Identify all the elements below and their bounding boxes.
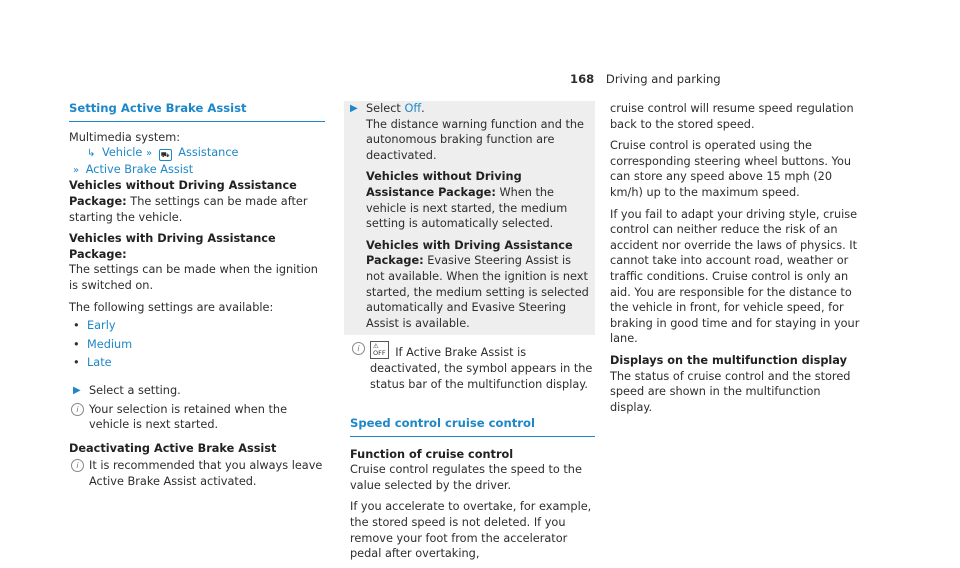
page-header <box>570 72 721 88</box>
intro-text: Multimedia system: <box>69 130 181 144</box>
step-arrow-icon: ▶ <box>73 384 81 396</box>
page-number: 168 <box>570 72 595 86</box>
double-chevron-icon: » <box>73 164 80 176</box>
menu-path-line-2 <box>69 162 325 179</box>
option-off[interactable]: Off <box>404 102 422 115</box>
column-2 <box>350 101 595 568</box>
select-suffix: . <box>421 102 425 115</box>
box-without-dap <box>366 169 589 231</box>
section-title-speed-control: Speed control cruise control <box>350 416 595 437</box>
heading-displays: Displays on the multifunction display <box>610 353 847 367</box>
menu-link-vehicle[interactable]: Vehicle <box>101 146 143 160</box>
box-text: The distance warning function and the autonomous braking function are deactivated. <box>366 117 585 162</box>
paragraph-operated: Cruise control is operated using the corresponding steering wheel buttons. You can store any speed above 15 mph (20 km/h) up to the maximum speed. <box>610 139 852 199</box>
option-medium[interactable]: • Medium <box>69 337 325 353</box>
step-text: Select a setting. <box>89 383 181 397</box>
info-icon: i <box>71 459 84 472</box>
box-with-dap <box>366 238 589 332</box>
following-text: The following settings are available: <box>69 300 274 314</box>
section-title-setting-abs: Setting Active Brake Assist <box>69 101 325 122</box>
label-without-dap: Vehicles without Driving Assistance Package: <box>366 170 522 199</box>
note-text: Your selection is retained when the vehicle is next started. <box>89 402 288 432</box>
option-early[interactable]: • Early <box>69 318 325 334</box>
note-text: It is recommended that you always leave Active Brake Assist activated. <box>89 459 323 488</box>
select-off-line <box>366 101 589 117</box>
paragraph-displays: The status of cruise control and the stored speed are shown in the multifunction display. <box>610 369 851 414</box>
label-with-dap: Vehicles with Driving Assistance Package: <box>366 238 573 268</box>
note-deactivated-symbol <box>350 341 595 392</box>
paragraph-with-dap <box>69 231 325 293</box>
text-with-dap: The settings can be made when the ignition is switched on. <box>69 263 318 292</box>
paragraph-resume: cruise control will resume speed regulation back to the stored speed. <box>610 102 854 131</box>
step-select-setting <box>69 383 325 399</box>
menu-link-assistance[interactable]: Assistance <box>178 146 239 160</box>
instruction-box <box>344 101 595 335</box>
note-text: If Active Brake Assist is deactivated, the symbol appears in the status bar of the multifunction display. <box>370 346 593 391</box>
paragraph-without-dap <box>69 178 325 225</box>
label-without-dap: Vehicles without Driving Assistance Package: <box>69 179 297 208</box>
step-arrow-icon: ▶ <box>350 103 358 114</box>
option-late[interactable]: • Late <box>69 355 325 371</box>
label-with-dap: Vehicles with Driving Assistance Package: <box>69 232 276 261</box>
text-without-dap: When the vehicle is next started, the medium setting is automatically selected. <box>366 185 568 231</box>
info-icon: i <box>71 403 84 416</box>
settings-list <box>69 318 325 371</box>
heading-function: Function of cruise control <box>350 447 514 461</box>
column-3 <box>610 101 862 421</box>
paragraph-warning: If you fail to adapt your driving style, cruise control can neither reduce the risk of an accident nor override the laws of physics. It cannot take into account road, weather or traffic conditions. Cruise control is only an aid. You are responsible for the distance to the vehicle in front, for vehicle speed, for braking in good time and for staying in your lane. <box>610 207 860 346</box>
text-without-dap: The settings can be made after starting the vehicle. <box>69 194 308 224</box>
note-recommended <box>69 458 325 489</box>
abs-off-symbol-icon: ⚠ OFF <box>370 341 389 359</box>
section-name: Driving and parking <box>605 72 721 86</box>
assistance-icon: ⛟ <box>159 149 172 161</box>
column-1 <box>69 101 325 497</box>
heading-deactivating: Deactivating Active Brake Assist <box>69 441 277 455</box>
accelerate-text: If you accelerate to overtake, for example, the stored speed is not deleted. If you remove your foot from the accelerator pedal after overtaking, <box>350 500 592 561</box>
function-text: Cruise control regulates the speed to the value selected by the driver. <box>350 463 582 492</box>
double-chevron-icon: » <box>145 148 153 160</box>
menu-path-line-1 <box>69 145 325 162</box>
text-with-dap: Evasive Steering Assist is not available. When the ignition is next started, the medium setting is selected automatically and Evasive Steering Assist is available. <box>366 254 589 330</box>
menu-link-active-brake-assist[interactable]: Active Brake Assist <box>85 162 194 176</box>
info-icon: i <box>352 342 365 355</box>
path-arrow-icon: ↳ <box>87 148 96 160</box>
select-prefix: Select <box>366 102 405 115</box>
note-retained <box>69 402 325 433</box>
